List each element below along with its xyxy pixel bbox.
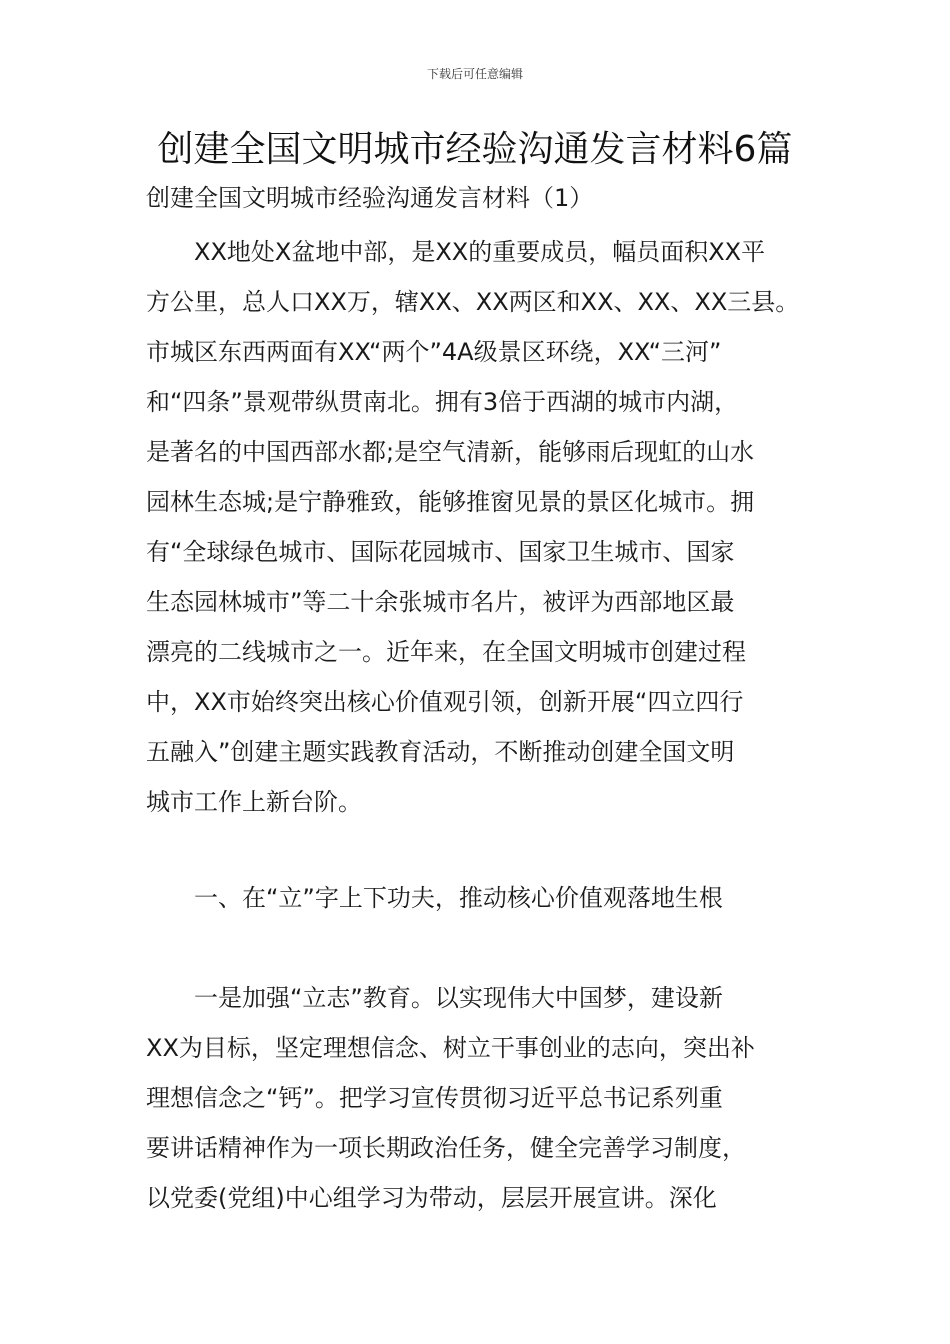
header-note: 下载后可任意编辑 xyxy=(426,67,523,81)
body-line: 有“全球绿色城市、国际花园城市、国家卫生城市、国家 xyxy=(146,538,735,566)
section-heading: 一、在“立”字上下功夫，推动核心价值观落地生根 xyxy=(146,884,723,912)
body-line: 园林生态城;是宁静雅致，能够推窗见景的景区化城市。拥 xyxy=(146,488,755,516)
body-line: 方公里，总人口XX万，辖XX、XX两区和XX、XX、XX三县。 xyxy=(146,288,800,316)
body-line: XX为目标，坚定理想信念、树立干事创业的志向，突出补 xyxy=(146,1034,755,1062)
body-line: 要讲话精神作为一项长期政治任务，健全完善学习制度， xyxy=(146,1134,746,1162)
body-line: XX地处X盆地中部，是XX的重要成员，幅员面积XX平 xyxy=(146,238,766,266)
document-title: 创建全国文明城市经验沟通发言材料6篇 xyxy=(157,129,793,170)
section-subtitle: 创建全国文明城市经验沟通发言材料（1） xyxy=(146,184,594,212)
body-line: 五融入”创建主题实践教育活动，不断推动创建全国文明 xyxy=(146,738,735,766)
body-line: 漂亮的二线城市之一。近年来，在全国文明城市创建过程 xyxy=(146,638,746,666)
body-line: 市城区东西两面有XX“两个”4A级景区环绕，XX“三河” xyxy=(146,338,722,366)
body-line: 一是加强“立志”教育。以实现伟大中国梦，建设新 xyxy=(146,984,723,1012)
body-line: 是著名的中国西部水都;是空气清新，能够雨后现虹的山水 xyxy=(146,438,755,466)
body-line: 理想信念之“钙”。把学习宣传贯彻习近平总书记系列重 xyxy=(146,1084,723,1112)
body-line: 和“四条”景观带纵贯南北。拥有3倍于西湖的城市内湖， xyxy=(146,388,739,416)
body-line: 以党委(党组)中心组学习为带动，层层开展宣讲。深化 xyxy=(146,1184,717,1212)
body-line: 生态园林城市”等二十余张城市名片，被评为西部地区最 xyxy=(146,588,735,616)
body-line: 中，XX市始终突出核心价值观引领，创新开展“四立四行 xyxy=(146,688,744,716)
body-line: 城市工作上新台阶。 xyxy=(146,788,362,816)
